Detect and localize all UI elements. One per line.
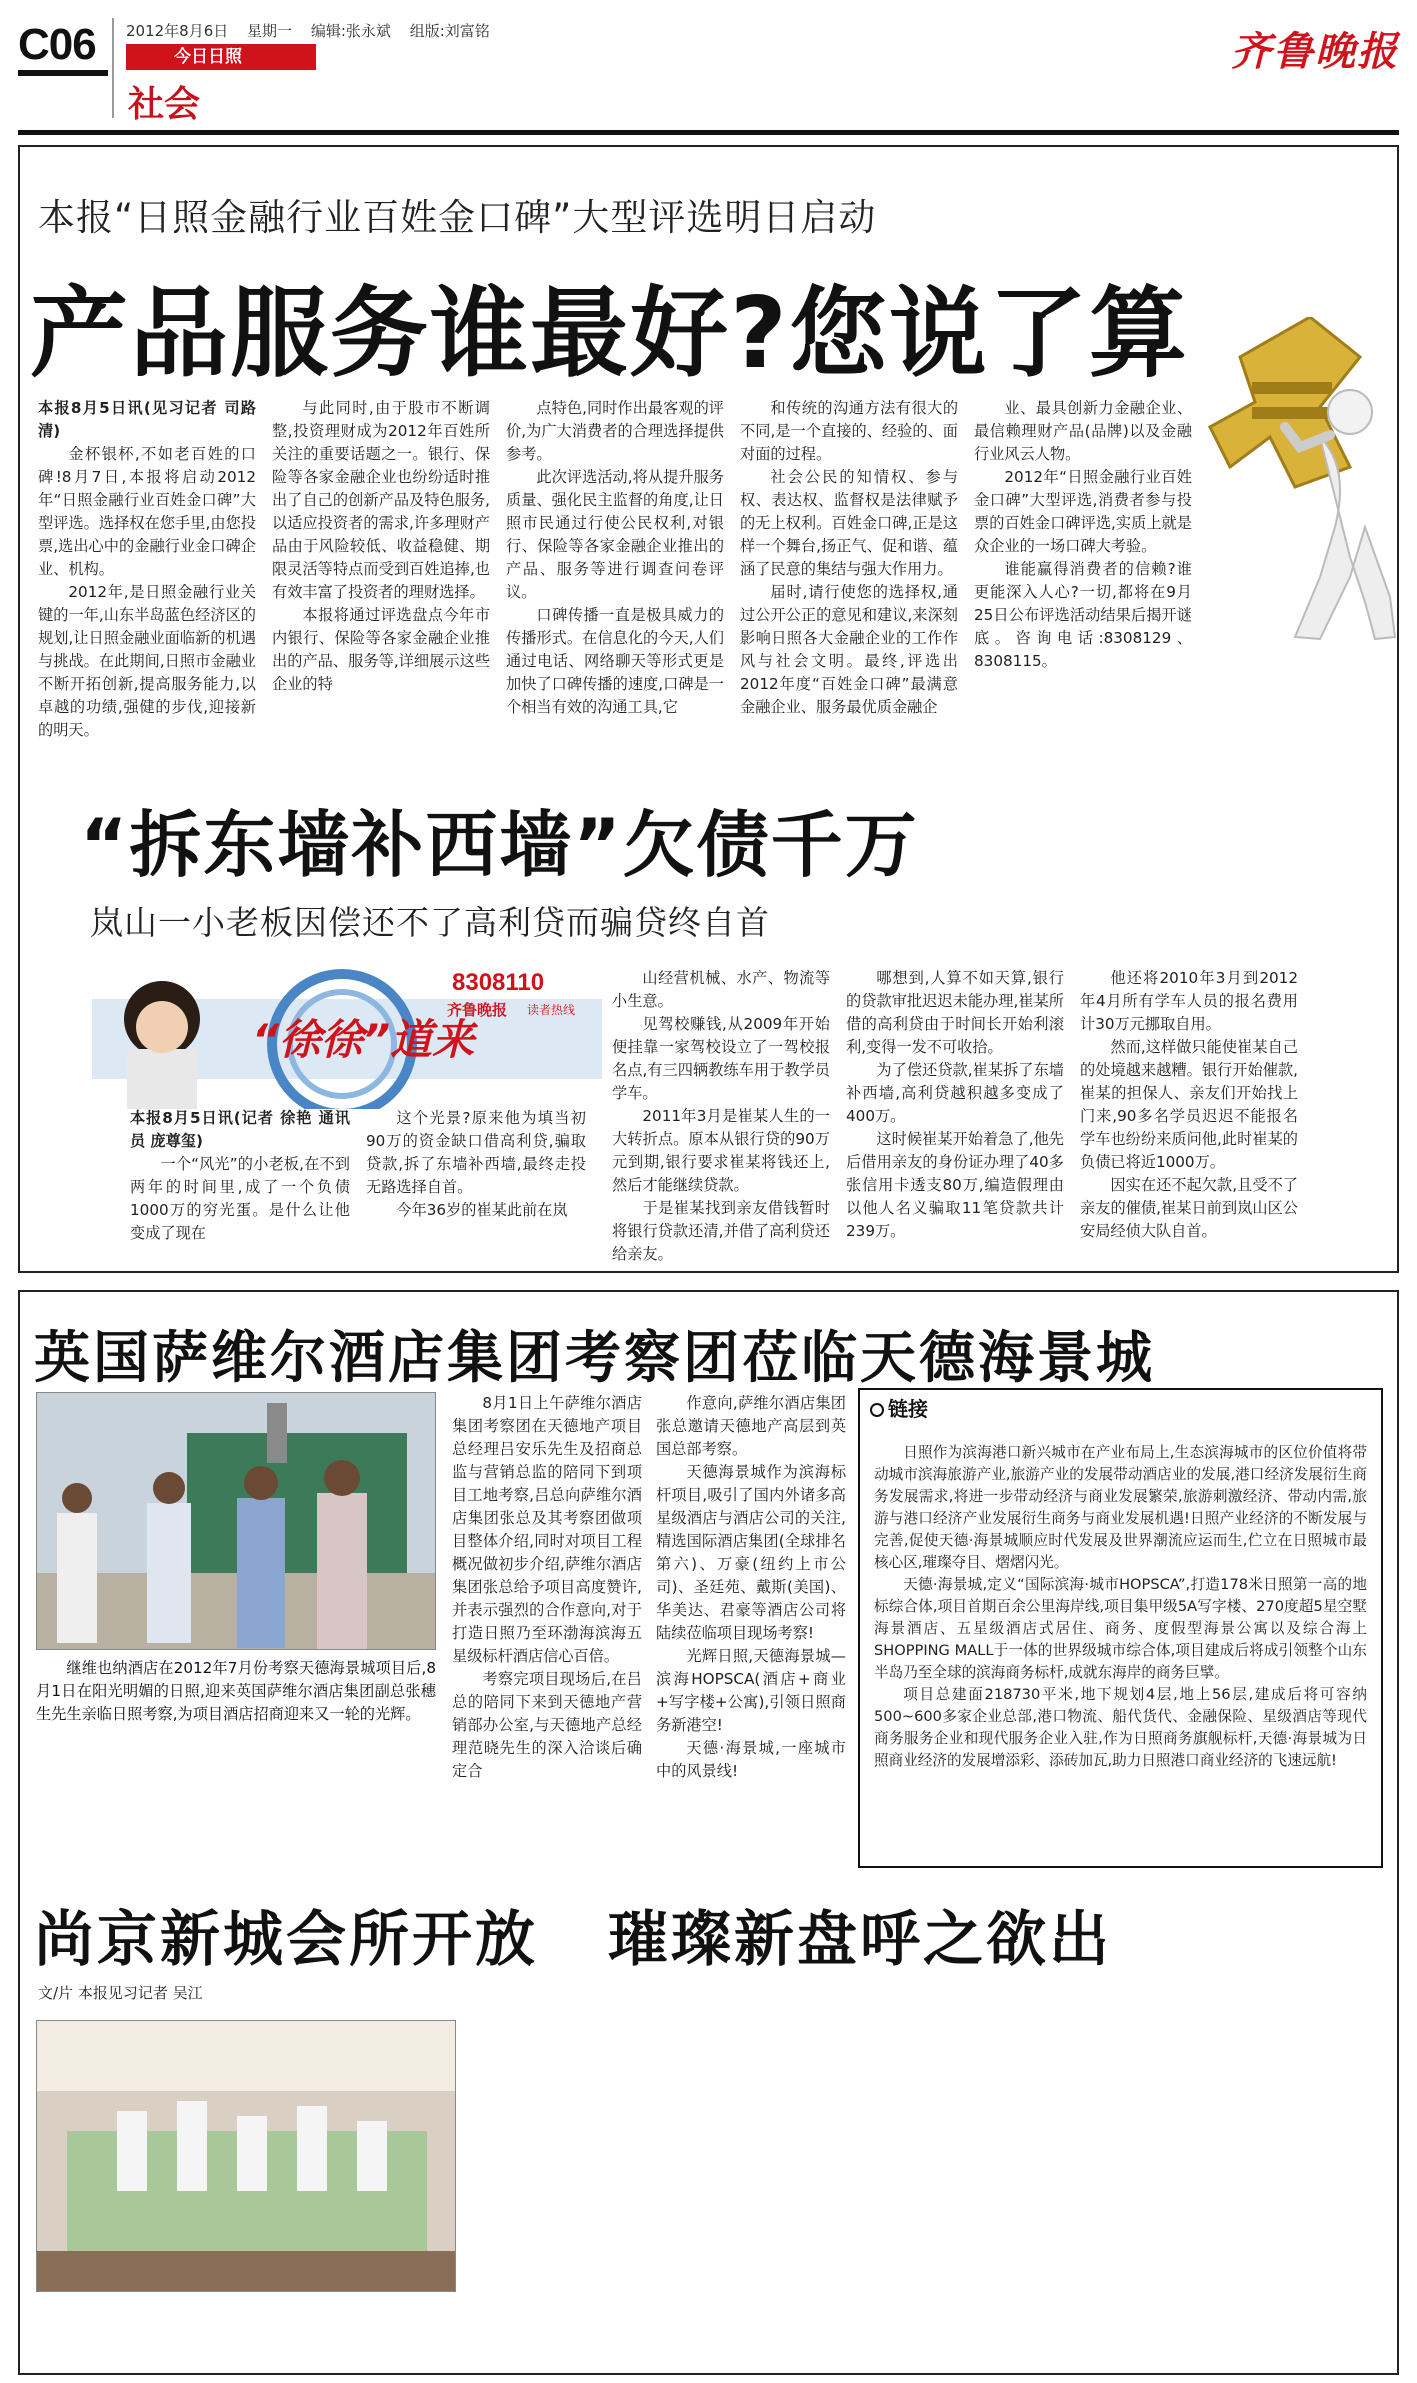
article2-column [846, 967, 1064, 1267]
issue-weekday: 星期一 [247, 22, 293, 40]
yuan-carrier-illustration [1200, 317, 1400, 647]
link-sidebar [858, 1388, 1383, 1868]
paragraph: 一个“风光”的小老板,在不到两年的时间里,成了一个负债1000万的穷光蛋。是什么让他变成了现在 [130, 1155, 350, 1242]
column-banner [92, 959, 602, 1109]
masthead-rule [18, 130, 1399, 135]
paragraph: 哪想到,人算不如天算,银行的贷款审批迟迟未能办理,崔某所借的高利贷由于时间长开始利滚利,变得一发不可收拾。 [846, 969, 1064, 1056]
paragraph: 这个光景?原来他为填当初90万的资金缺口借高利贷,骗取贷款,拆了东墙补西墙,最终走投无路选择自首。 [366, 1109, 586, 1196]
paragraph: 金杯银杯,不如老百姓的口碑!8月7日,本报将启动2012年“日照金融行业百姓金口碑”大型评选。选择权在您手里,由您投票,选出心中的金融行业金口碑企业、机构。 [38, 445, 256, 578]
paragraph: 山经营机械、水产、物流等小生意。 [612, 969, 830, 1010]
paragraph: 谁能赢得消费者的信赖?谁更能深入人心?一切,都将在9月25日公布评选活动结果后揭开谜底。咨询电话:8308129、8308115。 [974, 560, 1192, 670]
sidebar-text [874, 1442, 1367, 1772]
paragraph: 天德海景城作为滨海标杆项目,吸引了国内外诸多高星级酒店与酒店公司的关注,精选国际酒店集团(全球排名第六)、万豪(纽约上市公司)、圣廷苑、戴斯(美国)、华美达、君豪等酒店公司将陆续莅临项目现场考察! [656, 1463, 846, 1642]
article2-column [366, 1107, 586, 1267]
article3-caption: 继维也纳酒店在2012年7月份考察天德海景城项目后,8月1日在阳光明媚的日照,迎来英国萨维尔酒店集团副总张穗生先生亲临日照考察,为项目酒店招商迎来又一轮的光辉。 [36, 1659, 436, 1723]
paragraph: 点特色,同时作出最客观的评价,为广大消费者的合理选择提供参考。 [506, 399, 724, 463]
article2-byline: 本报8月5日讯(记者 徐艳 通讯员 庞尊玺) [130, 1109, 350, 1150]
article3-column [452, 1392, 642, 1857]
paragraph: 光辉日照,天德海景城—滨海HOPSCA(酒店+商业+写字楼+公寓),引领日照商务新港空! [656, 1647, 846, 1734]
paragraph: 天德·海景城,一座城市中的风景线! [656, 1739, 846, 1780]
article3-headline: 英国萨维尔酒店集团考察团莅临天德海景城 [34, 1326, 1155, 1391]
article-box-property [18, 1290, 1399, 2375]
paragraph: 2012年,是日照金融行业关键的一年,山东半岛蓝色经济区的规划,让日照金融业面临新的机遇与挑战。在此期间,日照市金融业不断开拓创新,提高服务能力,以卓越的功绩,强健的步伐,迎接新的明天。 [38, 583, 256, 739]
banner-title: “徐徐”道来 [252, 1015, 475, 1064]
article1-subtitle: 本报“日照金融行业百姓金口碑”大型评选明日启动 [38, 196, 877, 239]
paragraph: 于是崔某找到亲友借钱暂时将银行贷款还清,并借了高利贷还给亲友。 [612, 1199, 830, 1263]
banner-logo: 齐鲁晚报 [447, 1001, 508, 1019]
paragraph: 因实在还不起欠款,且受不了亲友的催债,崔某日前到岚山区公安局经侦大队自首。 [1080, 1176, 1298, 1240]
paragraph: 社会公民的知情权、参与权、表达权、监督权是法律赋予的无上权利。百姓金口碑,正是这样一个舞台,扬正气、促和谐、蕴涵了民意的集结与强大作用力。 [740, 468, 958, 578]
editor-credit: 编辑:张永斌 [310, 22, 391, 40]
sidebar-label: 链接 [870, 1398, 928, 1420]
paragraph: 8月1日上午萨维尔酒店集团考察团在天德地产项目总经理吕安乐先生及招商总监与营销总监的陪同下到项目工地考察,吕总向萨维尔酒店集团张总及其考察团做项目整体介绍,同时对项目工程概况做初步介绍,萨维尔酒店集团张总给予项目高度赞许,并表示强烈的合作意向,对于打造日照乃至环渤海滨海五星级标杆酒店信心百倍。 [452, 1394, 642, 1665]
article2-column [130, 1107, 350, 1267]
article1-byline: 本报8月5日讯(见习记者 司路清) [38, 399, 256, 440]
paragraph: 业、最具创新力金融企业、最信赖理财产品(品牌)以及金融行业风云人物。 [974, 399, 1192, 463]
newspaper-logo: 齐鲁晚报 [1231, 28, 1399, 75]
paragraph: 此次评选活动,将从提升服务质量、强化民主监督的角度,让日照市民通过行使公民权利,对银行、保险等各家金融企业推出的产品、服务等进行调查问卷评议。 [506, 468, 724, 601]
article2-subtitle: 岚山一小老板因偿还不了高利贷而骗贷终自首 [90, 903, 770, 942]
paragraph: 与此同时,由于股市不断调整,投资理财成为2012年百姓所关注的重要话题之一。银行、保险等各家金融企业也纷纷适时推出了自己的创新产品及特色服务,以适应投资者的需求,许多理财产品由于风险较低、收益稳健、期限灵活等特点而受到百姓追捧,也有效丰富了投资者的理财选择。 [272, 399, 490, 601]
paragraph: 这时候崔某开始着急了,他先后借用亲友的身份证办理了40多张信用卡透支80万,编造假理由以他人名义骗取11笔贷款共计239万。 [846, 1130, 1064, 1240]
article1-column [38, 397, 256, 767]
paragraph: 为了偿还贷款,崔某拆了东墙补西墙,高利贷越积越多变成了400万。 [846, 1061, 1064, 1125]
layout-credit: 组版:刘富铭 [409, 22, 490, 40]
section-name: 社会 [128, 84, 201, 125]
paragraph: 口碑传播一直是极具威力的传播形式。在信息化的今天,人们通过电话、网络聊天等形式更是加快了口碑传播的速度,口碑是一个相当有效的沟通工具,它 [506, 606, 724, 716]
article1-column [740, 397, 958, 767]
clubhouse-model-photo [36, 2020, 456, 2292]
article4-byline: 文/片 本报见习记者 吴江 [38, 1984, 203, 2002]
hotel-inspection-photo [36, 1392, 436, 1650]
paragraph: 今年36岁的崔某此前在岚 [396, 1201, 568, 1219]
paragraph: 2011年3月是崔某人生的一大转折点。原本从银行贷的90万元到期,银行要求崔某将钱还上,然后才能继续贷款。 [612, 1107, 830, 1194]
article2-column-text [130, 1153, 350, 1245]
ring-icon [870, 1403, 884, 1417]
article2-column [1080, 967, 1298, 1267]
masthead [0, 0, 1417, 130]
article1-headline: 产品服务谁最好?您说了算 [30, 277, 1189, 391]
paragraph: 和传统的沟通方法有很大的不同,是一个直接的、经验的、面对面的过程。 [740, 399, 958, 463]
paragraph: 届时,请行使您的选择权,通过公开公正的意见和建议,来深刻影响日照各大金融企业的工作作风与社会文明。最终,评选出2012年度“百姓金口碑”最满意金融企业、服务最优质金融企 [740, 583, 958, 716]
article3-column [656, 1392, 846, 1857]
paragraph: 考察完项目现场后,在吕总的陪同下来到天德地产营销部办公室,与天德地产总经理范晓先生的深入洽谈后确定合 [452, 1670, 642, 1780]
article1-column [272, 397, 490, 767]
banner-hotline: 8308110 [452, 969, 545, 996]
article1-column [506, 397, 724, 767]
article3-lead-paragraph [36, 1657, 436, 1726]
paragraph: 见驾校赚钱,从2009年开始便挂靠一家驾校设立了一驾校报名点,有三四辆教练车用于教学员学车。 [612, 1015, 830, 1102]
paragraph: 然而,这样做只能使崔某自己的处境越来越糟。银行开始催款,崔某的担保人、亲友们开始找上门来,90多名学员迟迟不能报名学车也纷纷来质问他,此时崔某的负债已将近1000万。 [1080, 1038, 1298, 1171]
paragraph: 本报将通过评选盘点今年市内银行、保险等各家金融企业推出的产品、服务等,详细展示这些企业的特 [272, 606, 490, 693]
paragraph: 项目总建面218730平米,地下规划4层,地上56层,建成后将可容纳500~600多家企业总部,港口物流、船代货代、金融保险、星级酒店等现代商务服务企业和现代服务企业入驻,作为日照商务旗舰标杆,天德·海景城为日照商业经济的发展增添彩、添砖加瓦,助力日照港口商业经济的飞速远航! [874, 1686, 1367, 1769]
article1-column-text [38, 443, 256, 742]
article4-headline [34, 1892, 1112, 1978]
edition-bar: 今日日照 [126, 44, 316, 70]
paragraph: 他还将2010年3月到2012年4月所有学车人员的报名费用计30万元挪取自用。 [1080, 969, 1298, 1033]
banner-tag: 读者热线 [527, 1003, 576, 1017]
paragraph: 日照作为滨海港口新兴城市在产业布局上,生态滨海城市的区位价值将带动城市滨海旅游产业,旅游产业的发展带动酒店业的发展,港口经济发展衍生商务发展需求,将进一步带动经济与商业发展繁荣,旅游刺激经济、带动内需,旅游与港口经济产业发展衍生商务与商业发展机遇!日照产业经济的不断发展与完善,促使天德·海景城顺应时代发展及世界潮流应运而生,伫立在日照城市最核心区,璀璨夺目、熠熠闪光。 [874, 1444, 1367, 1571]
masthead-divider [112, 18, 114, 118]
article1-column [974, 397, 1192, 767]
article2-column [612, 967, 830, 1267]
article4-headline-part2: 璀璨新盘呼之欲出 [608, 1905, 1112, 1975]
paragraph: 作意向,萨维尔酒店集团张总邀请天德地产高层到英国总部考察。 [656, 1394, 846, 1458]
page-code: C06 [18, 20, 96, 69]
article-box-finance [18, 145, 1399, 1273]
article2-headline: “拆东墙补西墙”欠债千万 [80, 803, 919, 887]
issue-date: 2012年8月6日 [126, 22, 229, 40]
masthead-info [126, 20, 504, 41]
article4-headline-part1: 尚京新城会所开放 [34, 1905, 538, 1975]
paragraph: 2012年“日照金融行业百姓金口碑”大型评选,消费者参与投票的百姓金口碑评选,实质上就是众企业的一场口碑大考验。 [974, 468, 1192, 555]
paragraph: 天德·海景城,定义“国际滨海·城市HOPSCA”,打造178米日照第一高的地标综合体,项目首期百余公里海岸线,项目集甲级5A写字楼、270度超5星空墅海景酒店、五星级酒店式居住、商务、度假型海景公寓以及综合海上SHOPPING MALL于一体的世界级城市综合体,项目建成后将成引领整个山东半岛乃至全球的滨海商务标杆,成就东海岸的商务巨擘。 [874, 1576, 1367, 1681]
